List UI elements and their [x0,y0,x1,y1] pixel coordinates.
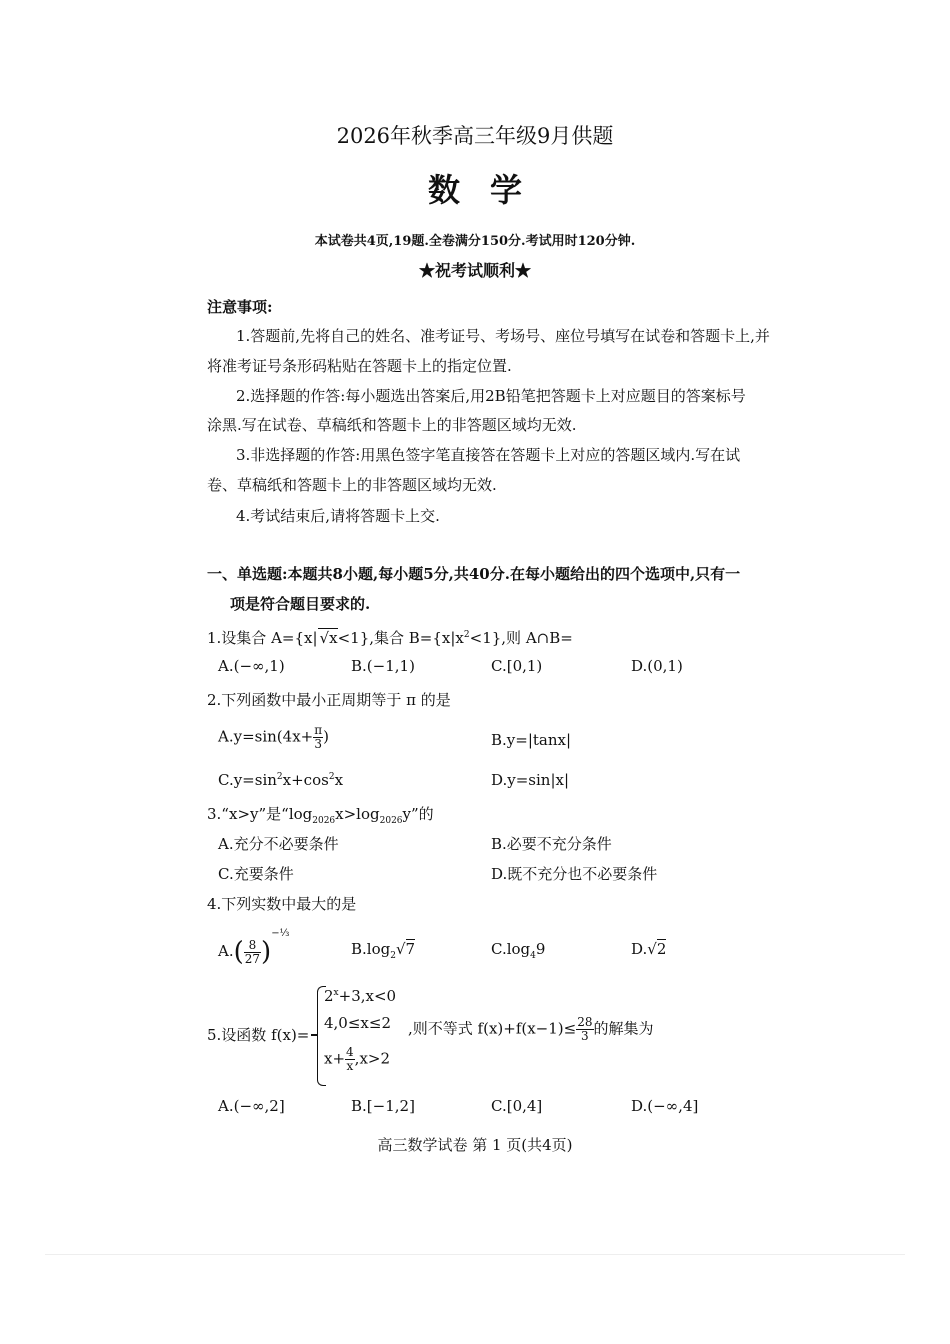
exam-title: 2026年秋季高三年级9月供题 [336,124,614,148]
question-3-option-a: A.充分不必要条件 [218,835,339,853]
question-2-stem: 2.下列函数中最小正周期等于 π 的是 [207,691,451,709]
question-5-stem-inequality: ,则不等式 f(x)+f(x−1)≤ $\frac{28}{3}$ 的解集为 [408,1015,654,1043]
question-1-option-d: D.(0,1) [631,657,683,675]
page-footer: 高三数学试卷 第 1 页(共4页) [377,1136,573,1154]
notice-item-1-line-2: 将准考证号条形码粘贴在答题卡上的指定位置. [207,357,512,375]
notice-item-2-line-2: 涂黑.写在试卷、草稿纸和答题卡上的非答题区域均无效. [207,416,577,434]
piecewise-case-3: x+ $\frac{4}{x}$ ,x>2 [324,1045,391,1073]
question-1-stem: 1.设集合 A={x| √x<1},集合 $B=\{x|x^2<1\}$,则 A∩B= [207,629,573,647]
question-1-option-b: B.(−1,1) [351,657,415,675]
good-luck-banner: ★祝考试顺利★ [418,261,531,280]
question-3-option-c: C.充要条件 [218,865,294,883]
notice-heading: 注意事项: [207,298,273,316]
question-2-option-a: A.y=sin(4x+ $\frac{\pi}{3}$ ) [218,723,329,751]
notice-item-3-line-2: 卷、草稿纸和答题卡上的非答题区域均无效. [207,476,497,494]
question-3-option-d: D.既不充分也不必要条件 [491,865,658,883]
question-2-option-c: $C.y=\sin^2x+\cos^2x$ [218,771,344,789]
question-4-option-a: A.( $\frac{8}{27}$ )$^{-\frac{1}{3}}$ [218,928,290,967]
question-2-option-b: B.y=|tanx| [491,731,572,749]
question-4-option-c: $C.\log_49$ [491,940,546,961]
piecewise-case-1: $2^x+3,x<0$ [324,987,397,1005]
question-4-option-b: $B.\log_2√7$ [351,940,416,961]
piecewise-brace-tip [311,1034,318,1036]
piecewise-case-2: 4,0≤x≤2 [324,1014,391,1032]
question-5-option-d: D.(−∞,4] [631,1097,699,1115]
question-5-stem-prefix: 5.设函数 f(x)= [207,1026,310,1044]
section-1-heading-line-1: 一、单选题:本题共8小题,每小题5分,共40分.在每小题给出的四个选项中,只有一 [207,565,741,583]
section-1-heading-line-2: 项是符合题目要求的. [230,595,371,613]
notice-item-2-line-1: 2.选择题的作答:每小题选出答案后,用2B铅笔把答题卡上对应题目的答案标号 [236,387,746,405]
notice-item-3-line-1: 3.非选择题的作答:用黑色签字笔直接答在答题卡上对应的答题区域内.写在试 [236,446,741,464]
subject-title: 数学 [427,171,552,209]
question-5-option-c: C.[0,4] [491,1097,543,1115]
question-4-stem: 4.下列实数中最大的是 [207,895,357,913]
notice-item-1-line-1: 1.答题前,先将自己的姓名、准考证号、考场号、座位号填写在试卷和答题卡上,并 [236,327,770,345]
question-1-option-c: C.[0,1) [491,657,543,675]
question-2-option-d: D.y=sin|x| [491,771,570,789]
question-1-option-a: A.(−∞,1) [218,657,285,675]
page-edge-line [45,1254,905,1255]
exam-info: 本试卷共4页,19题.全卷满分150分.考试用时120分钟. [314,234,636,249]
question-5-option-b: B.[−1,2] [351,1097,415,1115]
question-4-option-d: D.√2 [631,940,667,958]
question-5-option-a: A.(−∞,2] [218,1097,285,1115]
question-3-stem: 3.“x>y”是“$\log_{2026}x>\log_{2026}y$”的 [207,805,434,826]
question-3-option-b: B.必要不充分条件 [491,835,612,853]
notice-item-4: 4.考试结束后,请将答题卡上交. [236,507,440,525]
